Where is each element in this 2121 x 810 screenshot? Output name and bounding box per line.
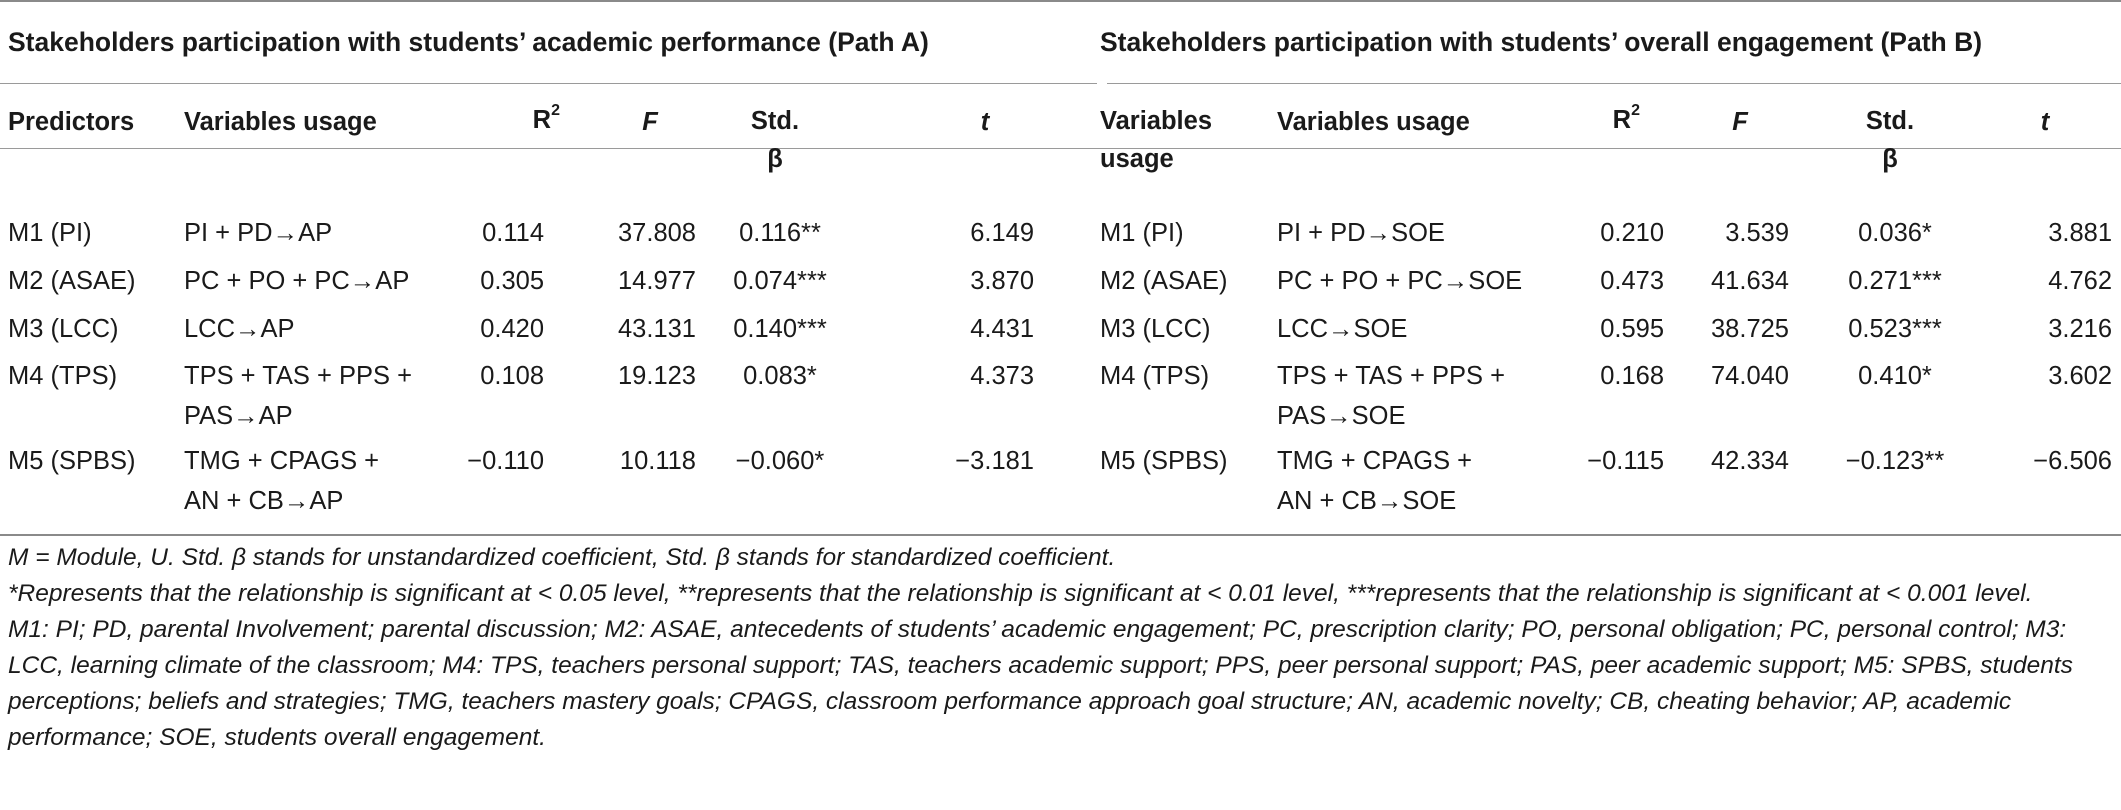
predictor: M3 (LCC) bbox=[1100, 315, 1211, 343]
variables: PI + PD→SOE bbox=[1277, 219, 1445, 247]
t-value: 3.881 bbox=[2048, 219, 2112, 247]
beta-value: 0.140*** bbox=[733, 315, 827, 343]
f-value: 43.131 bbox=[618, 315, 696, 343]
predictor: M1 (PI) bbox=[1100, 219, 1184, 247]
predictor: M5 (SPBS) bbox=[8, 447, 136, 475]
variables: PI + PD→AP bbox=[184, 219, 333, 247]
header-variables-usage: Variables usage bbox=[184, 108, 377, 136]
predictor: M2 (ASAE) bbox=[1100, 267, 1228, 295]
t-value: 4.431 bbox=[970, 315, 1034, 343]
variables: TPS + TAS + PPS + PAS→SOE bbox=[1277, 362, 1505, 430]
beta-value: 0.523*** bbox=[1848, 315, 1942, 343]
table-footnotes bbox=[8, 540, 2116, 756]
top-rule bbox=[0, 0, 2121, 2]
beta-value: 0.083* bbox=[743, 362, 817, 390]
path-b-title-rule bbox=[1107, 83, 2121, 84]
predictor: M4 (TPS) bbox=[8, 362, 118, 390]
variables: TMG + CPAGS + AN + CB→AP bbox=[184, 447, 380, 515]
predictor: M3 (LCC) bbox=[8, 315, 119, 343]
t-value: 3.870 bbox=[970, 267, 1034, 295]
variables: TPS + TAS + PPS + PAS→AP bbox=[184, 362, 412, 430]
header-b-std-beta: Std. β bbox=[1865, 107, 1915, 173]
beta-value: 0.410* bbox=[1858, 362, 1932, 390]
header-t: t bbox=[980, 108, 990, 136]
r2-value: 0.420 bbox=[480, 315, 544, 343]
header-b-t: t bbox=[2040, 108, 2050, 136]
footnote-significance: *Represents that the relationship is significant at < 0.05 level, **represents that the relationship is significant at < 0.01 level, ***represents that the relationship is significant at < 0.001 level. bbox=[8, 580, 2033, 607]
path-a-title-rule bbox=[0, 83, 1097, 84]
r2-value: 0.305 bbox=[480, 267, 544, 295]
t-value: −6.506 bbox=[2033, 447, 2112, 475]
header-rule bbox=[0, 148, 2121, 149]
f-value: 74.040 bbox=[1711, 362, 1789, 390]
r2-value: 0.595 bbox=[1600, 315, 1664, 343]
footnote-definitions: M1: PI; PD, parental Involvement; parental discussion; M2: ASAE, antecedents of students’ academic engagement; PC, prescription clarity; PO, personal obligation; PC, personal control; M3: LCC, learning climate of the classroom; M4: TPS, teachers personal support; TAS, teachers academic support; PPS, peer personal support; PAS, peer academic support; M5: SPBS, students perceptions; beliefs and strategies; TMG, teachers mastery goals; CPAGS, classroom performance approach goal structure; AN, academic novelty; CB, cheating behavior; AP, academic performance; SOE, students overall engagement. bbox=[8, 616, 2073, 751]
path-a-title: Stakeholders participation with students’ academic performance (Path A) bbox=[8, 27, 929, 57]
predictor: M4 (TPS) bbox=[1100, 362, 1210, 390]
header-std-beta: Std. β bbox=[750, 107, 800, 173]
t-value: 4.373 bbox=[970, 362, 1034, 390]
header-b-f: F bbox=[1732, 108, 1748, 136]
f-value: 38.725 bbox=[1711, 315, 1789, 343]
header-b-r2: $R^2$ bbox=[1612, 101, 1640, 134]
r2-value: 0.114 bbox=[482, 219, 544, 247]
beta-value: 0.271*** bbox=[1848, 267, 1942, 295]
r2-value: 0.210 bbox=[1600, 219, 1664, 247]
t-value: 4.762 bbox=[2048, 267, 2112, 295]
path-b-title: Stakeholders participation with students’ overall engagement (Path B) bbox=[1100, 27, 1983, 57]
header-f: F bbox=[642, 108, 658, 136]
r2-value: 0.473 bbox=[1600, 267, 1664, 295]
variables: LCC→AP bbox=[184, 315, 295, 343]
f-value: 19.123 bbox=[618, 362, 696, 390]
predictor: M1 (PI) bbox=[8, 219, 92, 247]
footnote-abbreviations: M = Module, U. Std. β stands for unstandardized coefficient, Std. β stands for standardized coefficient. bbox=[8, 544, 1116, 571]
r2-value: −0.115 bbox=[1587, 447, 1664, 475]
f-value: 10.118 bbox=[619, 447, 696, 475]
variables: LCC→SOE bbox=[1277, 315, 1408, 343]
variables: PC + PO + PC→AP bbox=[184, 267, 410, 295]
f-value: 3.539 bbox=[1725, 219, 1789, 247]
beta-value: 0.036* bbox=[1858, 219, 1932, 247]
t-value: 6.149 bbox=[970, 219, 1034, 247]
predictor: M2 (ASAE) bbox=[8, 267, 136, 295]
r2-value: 0.168 bbox=[1600, 362, 1664, 390]
f-value: 42.334 bbox=[1711, 447, 1789, 475]
r2-value: −0.110 bbox=[467, 447, 544, 475]
beta-value: −0.123** bbox=[1845, 447, 1945, 475]
beta-value: −0.060* bbox=[735, 447, 825, 475]
f-value: 37.808 bbox=[618, 219, 696, 247]
t-value: 3.216 bbox=[2048, 315, 2112, 343]
t-value: −3.181 bbox=[955, 447, 1034, 475]
r2-value: 0.108 bbox=[480, 362, 544, 390]
beta-value: 0.116** bbox=[739, 219, 821, 247]
variables: TMG + CPAGS + AN + CB→SOE bbox=[1277, 447, 1473, 515]
f-value: 41.634 bbox=[1711, 267, 1789, 295]
header-predictors: Predictors bbox=[8, 108, 135, 136]
header-r2: $R^2$ bbox=[532, 101, 560, 134]
variables: PC + PO + PC→SOE bbox=[1277, 267, 1523, 295]
beta-value: 0.074*** bbox=[733, 267, 827, 295]
f-value: 14.977 bbox=[618, 267, 696, 295]
t-value: 3.602 bbox=[2048, 362, 2112, 390]
predictor: M5 (SPBS) bbox=[1100, 447, 1228, 475]
bottom-rule bbox=[0, 534, 2121, 536]
header-b-variables-usage-1: Variables usage bbox=[1100, 107, 1212, 173]
header-b-variables-usage-2: Variables usage bbox=[1277, 108, 1470, 136]
